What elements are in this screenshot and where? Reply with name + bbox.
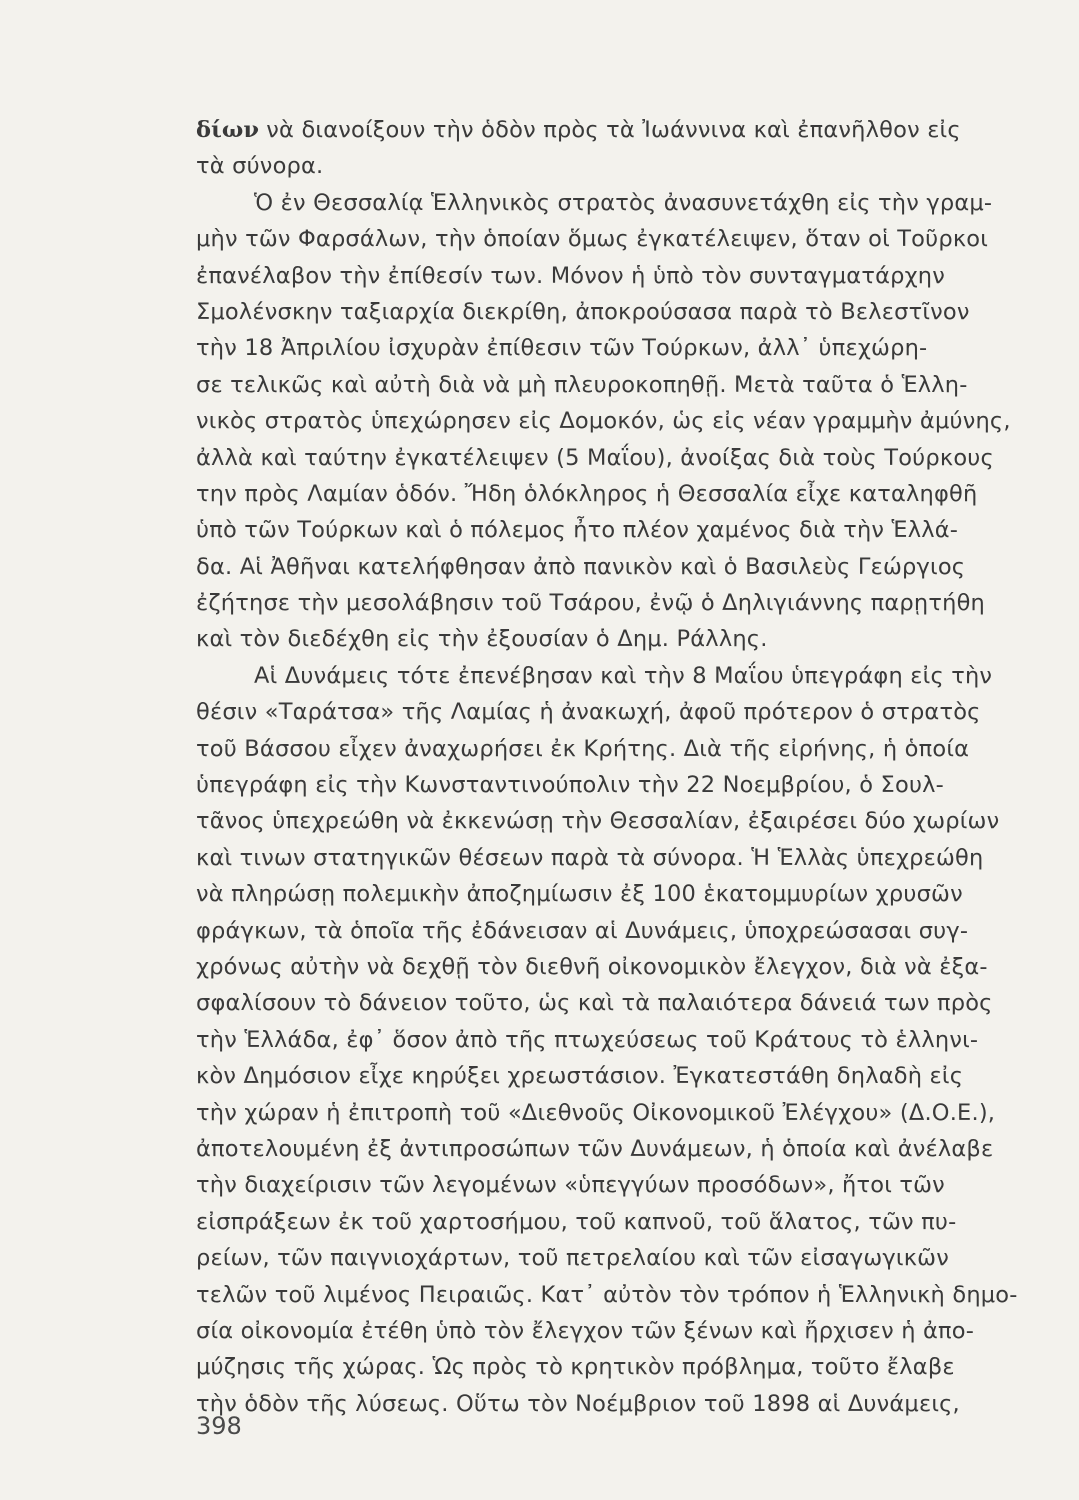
first-word: δίων <box>196 117 259 143</box>
text-line: τὴν ὁδὸν τῆς λύσεως. Οὕτω τὸν Νοέμβριον τοῦ 1898 αἱ Δυνάμεις, <box>196 1390 960 1417</box>
text-line: καὶ τὸν διεδέχθη εἰς τὴν ἐξουσίαν ὁ Δημ. Ράλλης. <box>196 626 768 653</box>
text-line: τὴν Ἑλλάδα, ἐφ᾽ ὅσον ἀπὸ τῆς πτωχεύσεως τοῦ Κράτους τὸ ἑλληνι- <box>196 1026 979 1053</box>
text-line: τὴν 18 Ἀπριλίου ἰσχυρὰν ἐπίθεσιν τῶν Τούρκων, ἀλλ᾽ ὑπεχώρη- <box>196 335 928 362</box>
text-line: καὶ τινων στατηγικῶν θέσεων παρὰ τὰ σύνορα. Ἡ Ἑλλὰς ὑπεχρεώθη <box>196 844 984 871</box>
text-line: μὴν τῶν Φαρσάλων, τὴν ὁποίαν ὅμως ἐγκατέλειψεν, ὅταν οἱ Τοῦρκοι <box>196 226 989 253</box>
text-line: δίων νὰ διανοίξουν τὴν ὁδὸν πρὸς τὰ Ἰωάννινα καὶ ἐπανῆλθον εἰς <box>196 117 961 143</box>
text-line: σφαλίσουν τὸ δάνειον τοῦτο, ὡς καὶ τὰ παλαιότερα δάνειά των πρὸς <box>196 990 993 1017</box>
page-number: 398 <box>196 1412 242 1440</box>
text-line: τὴν χώραν ἡ ἐπιτροπὴ τοῦ «Διεθνοῦς Οἰκονομικοῦ Ἐλέγχου» (Δ.Ο.Ε.), <box>196 1099 996 1126</box>
text-line: την πρὸς Λαμίαν ὁδόν. Ἤδη ὁλόκληρος ἡ Θεσσαλία εἶχε καταληφθῆ <box>196 480 978 507</box>
body-text <box>196 112 1048 1422</box>
text-line: χρόνως αὐτὴν νὰ δεχθῇ τὸν διεθνῆ οἰκονομικὸν ἔλεγχον, διὰ νὰ ἐξα- <box>196 953 988 980</box>
text-line: ὑπεγράφη εἰς τὴν Κωνσταντινούπολιν τὴν 22 Νοεμβρίου, ὁ Σουλ- <box>196 772 944 799</box>
text-line: μύζησις τῆς χώρας. Ὡς πρὸς τὸ κρητικὸν πρόβλημα, τοῦτο ἔλαβε <box>196 1354 955 1381</box>
paragraph-start-line: Αἱ Δυνάμεις τότε ἐπενέβησαν καὶ τὴν 8 Μαΐου ὑπεγράφη εἰς τὴν <box>254 662 993 689</box>
text-line: Σμολένσκην ταξιαρχία διεκρίθη, ἀποκρούσασα παρὰ τὸ Βελεστῖνον <box>196 298 970 325</box>
text-line: τοῦ Βάσσου εἶχεν ἀναχωρήσει ἐκ Κρήτης. Διὰ τῆς εἰρήνης, ἡ ὁποία <box>196 735 970 762</box>
text-line: ρείων, τῶν παιγνιοχάρτων, τοῦ πετρελαίου καὶ τῶν εἰσαγωγικῶν <box>196 1245 949 1272</box>
text-line: τὰ σύνορα. <box>196 153 324 180</box>
text-line: εἰσπράξεων ἐκ τοῦ χαρτοσήμου, τοῦ καπνοῦ, τοῦ ἅλατος, τῶν πυ- <box>196 1208 957 1235</box>
text-line: δα. Αἱ Ἀθῆναι κατελήφθησαν ἀπὸ πανικὸν καὶ ὁ Βασιλεὺς Γεώργιος <box>196 553 966 580</box>
text-line: ἐζήτησε τὴν μεσολάβησιν τοῦ Τσάρου, ἐνῷ ὁ Δηλιγιάννης παρῃτήθη <box>196 590 986 617</box>
text-line: σε τελικῶς καὶ αὐτὴ διὰ νὰ μὴ πλευροκοπηθῇ. Μετὰ ταῦτα ὁ Ἑλλη- <box>196 371 968 398</box>
text-line: θέσιν «Ταράτσα» τῆς Λαμίας ἡ ἀνακωχή, ἀφοῦ πρότερον ὁ στρατὸς <box>196 699 981 726</box>
text-line: νὰ πληρώσῃ πολεμικὴν ἀποζημίωσιν ἐξ 100 ἑκατομμυρίων χρυσῶν <box>196 881 963 908</box>
text-line: νικὸς στρατὸς ὑπεχώρησεν εἰς Δομοκόν, ὡς εἰς νέαν γραμμὴν ἀμύνης, <box>196 408 1011 435</box>
text-line: ἀλλὰ καὶ ταύτην ἐγκατέλειψεν (5 Μαΐου), ἀνοίξας διὰ τοὺς Τούρκους <box>196 444 994 471</box>
text-line: τᾶνος ὑπεχρεώθη νὰ ἐκκενώσῃ τὴν Θεσσαλίαν, ἐξαιρέσει δύο χωρίων <box>196 808 1000 835</box>
text-line: φράγκων, τὰ ὁποῖα τῆς ἐδάνεισαν αἱ Δυνάμεις, ὑποχρεώσασαι συγ- <box>196 917 969 944</box>
text-line: κὸν Δημόσιον εἶχε κηρύξει χρεωστάσιον. Ἐγκατεστάθη δηλαδὴ εἰς <box>196 1063 964 1090</box>
text-line: σία οἰκονομία ἐτέθη ὑπὸ τὸν ἔλεγχον τῶν ξένων καὶ ἤρχισεν ἡ ἀπο- <box>196 1317 975 1344</box>
paragraph-start-line: Ὁ ἐν Θεσσαλίᾳ Ἑλληνικὸς στρατὸς ἀνασυνετάχθη εἰς τὴν γραμ- <box>254 189 993 216</box>
text-line: ὑπὸ τῶν Τούρκων καὶ ὁ πόλεμος ἦτο πλέον χαμένος διὰ τὴν Ἑλλά- <box>196 517 959 544</box>
text-line: τὴν διαχείρισιν τῶν λεγομένων «ὑπεγγύων προσόδων», ἤτοι τῶν <box>196 1172 945 1199</box>
text-line: ἐπανέλαβον τὴν ἐπίθεσίν των. Μόνον ἡ ὑπὸ τὸν συνταγματάρχην <box>196 262 946 289</box>
text-line: τελῶν τοῦ λιμένος Πειραιῶς. Κατ᾽ αὐτὸν τὸν τρόπον ἡ Ἑλληνικὴ δημο- <box>196 1281 1018 1308</box>
text-line: ἀποτελουμένη ἐξ ἀντιπροσώπων τῶν Δυνάμεων, ἡ ὁποία καὶ ἀνέλαβε <box>196 1135 994 1162</box>
